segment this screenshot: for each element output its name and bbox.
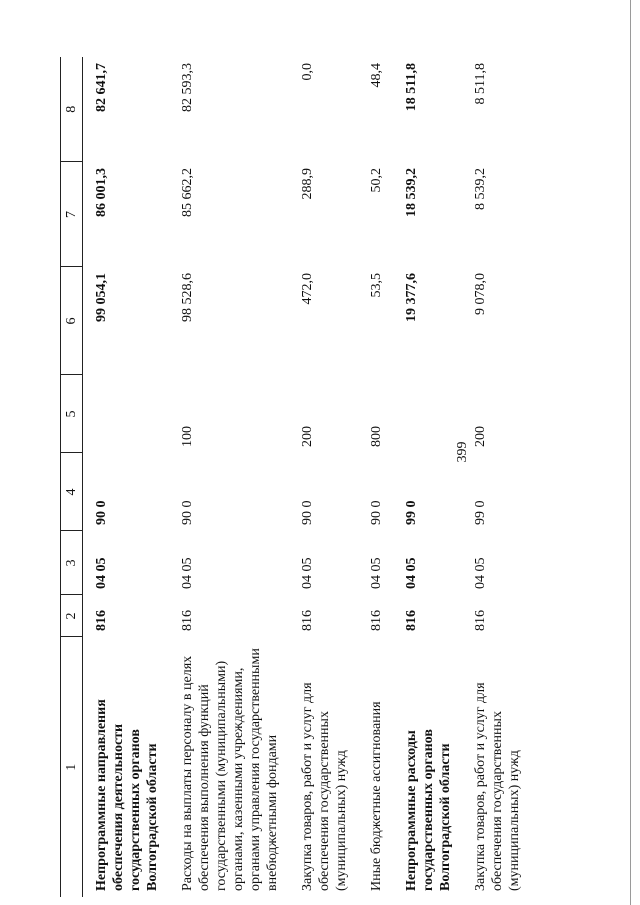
amount-year-2: 85 662,2 bbox=[180, 168, 195, 217]
section-code: 04 05 bbox=[180, 557, 195, 589]
amount-year-3: 0,0 bbox=[300, 63, 315, 81]
budget-admin-code: 816 bbox=[369, 610, 384, 631]
table-row bbox=[169, 57, 289, 897]
line-item-name: Иные бюджетные ассигнования bbox=[369, 701, 384, 891]
amount-year-1: 9 078,0 bbox=[473, 273, 488, 315]
expense-type-code: 100 bbox=[180, 426, 195, 447]
budget-table-region bbox=[60, 57, 580, 897]
budget-admin-code: 816 bbox=[180, 610, 195, 631]
column-header: 3 bbox=[61, 531, 83, 595]
budget-admin-code: 816 bbox=[300, 610, 315, 631]
budget-admin-code: 816 bbox=[94, 610, 109, 631]
line-item-name: Непрограммные расходы государственных органов Волгоградской области bbox=[404, 729, 453, 891]
table-body bbox=[83, 57, 532, 897]
table-row bbox=[462, 57, 531, 897]
page-edge bbox=[630, 0, 640, 905]
amount-year-1: 98 528,6 bbox=[180, 273, 195, 322]
program-code: 99 0 bbox=[404, 500, 419, 525]
header-row bbox=[61, 57, 83, 897]
expense-type-code: 200 bbox=[300, 426, 315, 447]
program-code: 90 0 bbox=[180, 500, 195, 525]
amount-year-2: 288,9 bbox=[300, 168, 315, 200]
program-code: 90 0 bbox=[300, 500, 315, 525]
amount-year-1: 99 054,1 bbox=[94, 273, 109, 322]
program-code: 99 0 bbox=[473, 500, 488, 525]
column-header: 8 bbox=[61, 57, 83, 162]
amount-year-1: 19 377,6 bbox=[404, 273, 419, 322]
program-code: 90 0 bbox=[369, 500, 384, 525]
expense-type-code bbox=[83, 375, 170, 453]
expense-type-code bbox=[393, 375, 462, 453]
expense-type-code: 800 bbox=[369, 426, 384, 447]
column-header: 2 bbox=[61, 595, 83, 637]
amount-year-2: 86 001,3 bbox=[94, 168, 109, 217]
line-item-name: Закупка товаров, работ и услуг для обеспечения государственных (муниципальных) нужд bbox=[473, 682, 522, 891]
table-row bbox=[358, 57, 393, 897]
amount-year-2: 8 539,2 bbox=[473, 168, 488, 210]
amount-year-3: 18 511,8 bbox=[404, 63, 419, 112]
rotated-page-content bbox=[60, 57, 580, 897]
table-row bbox=[393, 57, 462, 897]
column-header: 6 bbox=[61, 267, 83, 375]
line-item-name: Закупка товаров, работ и услуг для обеспечения государственных (муниципальных) нужд bbox=[300, 682, 349, 891]
column-header: 4 bbox=[61, 453, 83, 531]
section-code: 04 05 bbox=[300, 557, 315, 589]
budget-admin-code: 816 bbox=[404, 610, 419, 631]
section-code: 04 05 bbox=[94, 557, 109, 589]
amount-year-3: 82 593,3 bbox=[180, 63, 195, 112]
amount-year-3: 8 511,8 bbox=[473, 63, 488, 105]
line-item-name: Непрограммные направления обеспечения деятельности государственных органов Волгоградской области bbox=[94, 699, 160, 891]
table-row bbox=[83, 57, 170, 897]
section-code: 04 05 bbox=[369, 557, 384, 589]
amount-year-1: 472,0 bbox=[300, 273, 315, 305]
expense-type-code: 200 bbox=[473, 426, 488, 447]
amount-year-3: 82 641,7 bbox=[94, 63, 109, 112]
page-number: 399 bbox=[455, 441, 470, 463]
amount-year-1: 53,5 bbox=[369, 273, 384, 298]
amount-year-3: 48,4 bbox=[369, 63, 384, 88]
budget-table bbox=[60, 57, 531, 897]
section-code: 04 05 bbox=[404, 557, 419, 589]
column-header: 1 bbox=[61, 637, 83, 897]
table-row bbox=[289, 57, 358, 897]
column-header: 5 bbox=[61, 375, 83, 453]
column-header: 7 bbox=[61, 162, 83, 267]
program-code: 90 0 bbox=[94, 500, 109, 525]
line-item-name: Расходы на выплаты персоналу в целях обеспечения выполнения функций государственными (муниципальными) органами, казенными учреждениями, органами управления государственными внебюджетными фондами bbox=[180, 648, 280, 891]
section-code: 04 05 bbox=[473, 557, 488, 589]
budget-admin-code: 816 bbox=[473, 610, 488, 631]
amount-year-2: 50,2 bbox=[369, 168, 384, 193]
amount-year-2: 18 539,2 bbox=[404, 168, 419, 217]
